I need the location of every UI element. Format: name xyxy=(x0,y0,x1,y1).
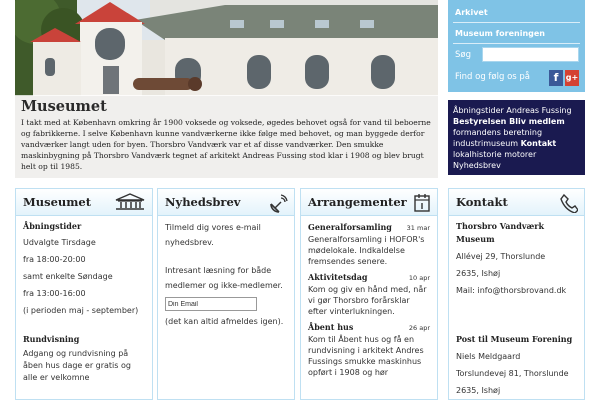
search-label: Søg xyxy=(455,50,471,60)
contact-org-2: Post til Museum Forening xyxy=(456,334,573,344)
opening-line: (i perioden maj - september) xyxy=(23,306,139,315)
event-date: 10 apr xyxy=(408,274,430,282)
box-title-arrangementer: Arrangementer xyxy=(308,195,407,209)
event-title[interactable]: Åbent hus xyxy=(308,322,354,332)
event-header xyxy=(308,321,430,334)
info-link-bestyrelsen[interactable]: Bestyrelsen Bliv medlem xyxy=(453,117,565,126)
contact-address: 2635, Ishøj xyxy=(456,386,501,395)
event-title[interactable]: Aktivitetsdag xyxy=(308,272,368,282)
newsletter-text: Intresant læsning for både medlemer og ikke-medlemer. xyxy=(165,266,283,290)
rundvisning-text: Adgang og rundvisning på åben hus dage er gratis og alle er velkomne xyxy=(23,349,131,382)
opening-line: samt enkelte Søndage xyxy=(23,272,113,281)
newsletter-note: (det kan altid afmeldes igen). xyxy=(165,317,284,326)
museumet-box xyxy=(15,188,153,400)
info-link-lokalhistorie[interactable]: lokalhistorie motorer Nyhedsbrev xyxy=(453,150,537,170)
box-header xyxy=(158,189,294,216)
contact-person: Niels Meldgaard xyxy=(456,352,521,361)
box-title-kontakt: Kontakt xyxy=(456,195,508,209)
subtitle-rundvisning: Rundvisning xyxy=(23,334,80,344)
event-title[interactable]: Generalforsamling xyxy=(308,222,392,232)
event-text: Kom til Åbent hus og få en rundvisning i arkitekt Andres Fussings smukke maskinhus opført i 1908 og hør xyxy=(308,335,424,377)
event-text: Generalforsamling i HOFOR's mødelokale. Indkaldelse fremsendes senere. xyxy=(308,235,425,266)
kontakt-box xyxy=(448,188,585,400)
hero-banner xyxy=(15,0,438,178)
info-link-aabningstider[interactable]: Åbningstider Andreas Fussing xyxy=(453,106,572,115)
calendar-icon xyxy=(413,193,431,213)
contact-address: 2635, Ishøj xyxy=(456,269,501,278)
newsletter-email-input[interactable] xyxy=(165,297,257,311)
sidebar-divider xyxy=(453,43,580,44)
museum-building-icon xyxy=(114,193,146,211)
follow-us-text: Find og følg os på xyxy=(455,72,531,82)
box-title-museumet: Museumet xyxy=(23,195,92,209)
arrangementer-box xyxy=(300,188,438,400)
satellite-dish-icon xyxy=(268,193,288,213)
box-header xyxy=(301,189,437,216)
box-title-nyhedsbrev: Nyhedsbrev xyxy=(165,195,241,209)
event-date: 31 mar xyxy=(406,224,430,232)
contact-mail-link[interactable]: Mail: info@thorsbrovand.dk xyxy=(456,286,567,295)
opening-line: Udvalgte Tirsdage xyxy=(23,238,96,247)
nyhedsbrev-box xyxy=(157,188,295,400)
event-text: Kom og giv en hånd med, når vi gør Thorsbro forårsklar efter vinterlukningen. xyxy=(308,285,427,316)
contact-address: Allévej 29, Thorslunde xyxy=(456,252,546,261)
sidebar-nav xyxy=(448,0,585,92)
event-date: 26 apr xyxy=(408,324,430,332)
contact-org: Thorsbro Vandværk Museum xyxy=(456,221,545,244)
info-link-industrimuseum[interactable]: industrimuseum xyxy=(453,139,519,148)
google-plus-icon[interactable]: g+ xyxy=(565,70,579,86)
contact-address: Torslundevej 81, Thorslunde xyxy=(456,369,569,378)
subtitle-aabningstider: Åbningstider xyxy=(23,221,82,231)
event-header xyxy=(308,271,430,284)
search-input[interactable] xyxy=(482,47,579,62)
opening-line: fra 18:00-20:00 xyxy=(23,255,86,264)
box-header xyxy=(449,189,584,216)
sidebar-link-museum-foreningen[interactable]: Museum foreningen xyxy=(455,29,545,38)
hero-body: I takt med at København omkring år 1900 voksede og voksede, øgedes behovet også for vand til beboerne og fabrikkerne. I selve København kunne vandværkerne ikke følge med behovet, og man byggede derfor vandværker langt uden for byen. Thorsbro Vandværk var et af disse vandværker. Den smukke maskinbygning på Thorsbro Vandværk tegnet af arkitekt Andreas Fussing stod klar i 1908 og blev brugt helt op til 1985. xyxy=(21,118,431,171)
info-tag-box xyxy=(448,100,585,175)
box-header xyxy=(16,189,152,216)
opening-line: fra 13:00-16:00 xyxy=(23,289,86,298)
info-link-formandens-beretning[interactable]: formandens beretning xyxy=(453,128,543,137)
info-link-kontakt[interactable]: Kontakt xyxy=(520,139,557,148)
event-header xyxy=(308,221,430,234)
sidebar-link-arkivet[interactable]: Arkivet xyxy=(455,8,488,17)
facebook-icon[interactable]: f xyxy=(549,70,563,86)
phone-icon xyxy=(560,193,578,213)
hero-title: Museumet xyxy=(21,98,107,115)
newsletter-intro: Tilmeld dig vores e-mail nyhedsbrev. xyxy=(165,223,261,247)
hero-text-overlay xyxy=(15,95,438,178)
sidebar-divider xyxy=(453,22,580,23)
